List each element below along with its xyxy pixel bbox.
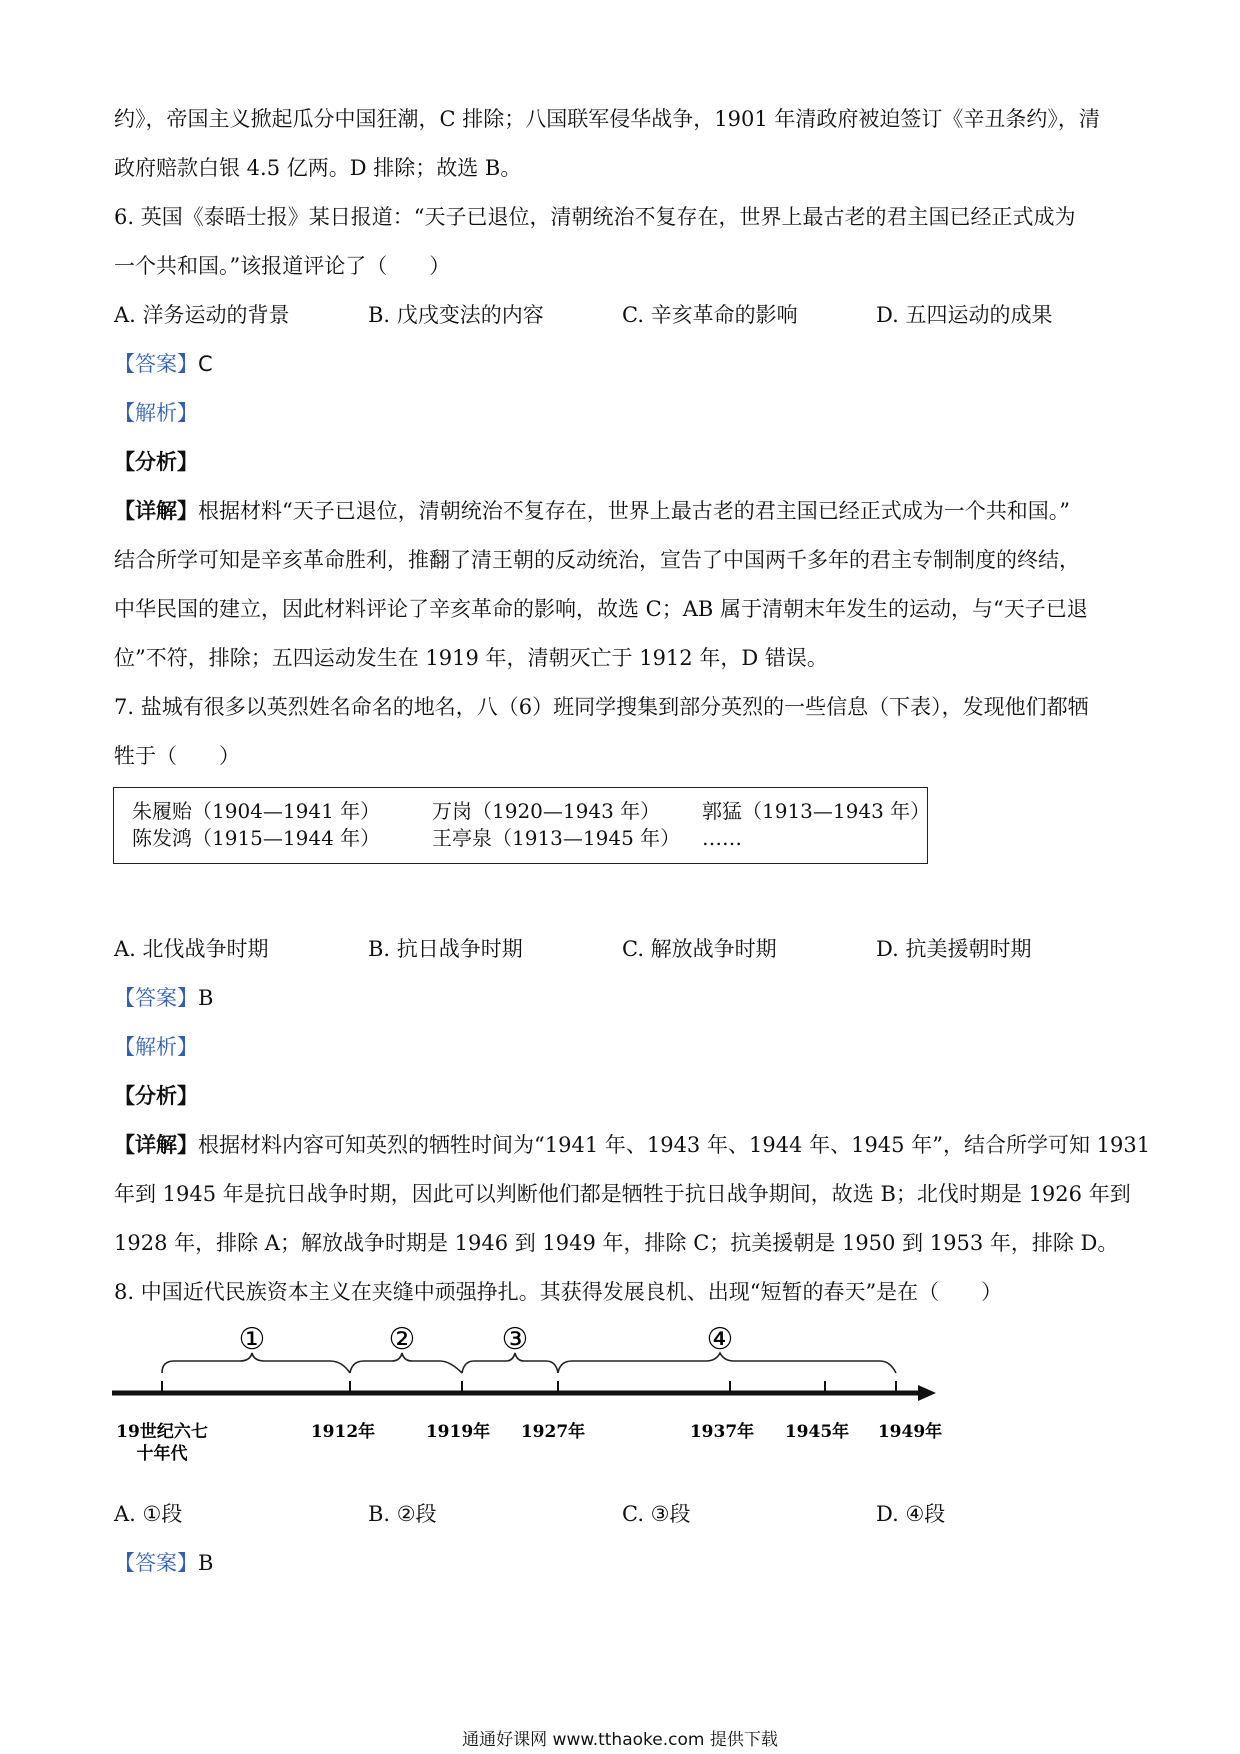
table-cell: …… (702, 826, 742, 850)
table-cell: 郭猛（1913—1943 年） (702, 799, 931, 823)
q6-option-c: C. 辛亥革命的影响 (622, 303, 798, 327)
q8-option-b: B. ②段 (368, 1502, 437, 1526)
q8-answer (114, 1548, 213, 1578)
q7-detail-line (114, 1130, 1150, 1160)
tick-label: 1945年 (784, 1422, 850, 1442)
fenxi-tag: 【分析】 (114, 1084, 198, 1108)
detail-text: 根据材料“天子已退位，清朝统治不复存在，世界上最古老的君主国已经正式成为一个共和国。” (198, 499, 1070, 523)
answer-value: C (198, 352, 213, 376)
timeline-arrow (918, 1385, 936, 1401)
fenxi-tag: 【分析】 (114, 450, 198, 474)
answer-tag: 【答案】 (114, 352, 198, 376)
question-6-stem: 6. 英国《泰晤士报》某日报道：“天子已退位，清朝统治不复存在，世界上最古老的君主国已经正式成为 (114, 205, 1076, 229)
segment-1-label: ① (238, 1322, 266, 1357)
detail-tag: 【详解】 (114, 1133, 198, 1157)
q7-answer (114, 983, 213, 1013)
answer-value: B (198, 1551, 214, 1575)
tick-label: 1937年 (689, 1422, 755, 1442)
q7-option-d: D. 抗美援朝时期 (876, 937, 1032, 961)
detail-text: 根据材料内容可知英烈的牺牲时间为“1941 年、1943 年、1944 年、1945 年”，结合所学可知 1931 (198, 1133, 1151, 1157)
q6-option-a: A. 洋务运动的背景 (114, 303, 290, 327)
q7-analysis (114, 1032, 198, 1062)
q7-option-c: C. 解放战争时期 (622, 937, 777, 961)
table-cell: 陈发鸿（1915—1944 年） (132, 826, 381, 850)
q6-detail-line: 结合所学可知是辛亥革命胜利，推翻了清王朝的反动统治，宣告了中国两千多年的君主专制制度的终结， (114, 548, 1080, 572)
q6-detail-line: 位”不符，排除；五四运动发生在 1919 年，清朝灭亡于 1912 年，D 错误。 (114, 646, 828, 670)
tick-label: 1912年 (310, 1422, 376, 1442)
table-cell: 万岗（1920—1943 年） (432, 799, 661, 823)
tick-label: 1919年 (425, 1422, 491, 1442)
tick-label: 十年代 (136, 1444, 188, 1464)
tick-label: 19世纪六七 (116, 1422, 208, 1442)
answer-tag: 【答案】 (114, 1551, 198, 1575)
timeline-braces (162, 1353, 896, 1373)
paragraph-line: 政府赔款白银 4.5 亿两。D 排除；故选 B。 (114, 156, 522, 180)
q6-option-b: B. 戊戌变法的内容 (368, 303, 544, 327)
question-8-stem: 8. 中国近代民族资本主义在夹缝中顽强挣扎。其获得发展良机、出现“短暂的春天”是在（ ） (114, 1280, 1003, 1304)
segment-2-label: ② (388, 1322, 416, 1357)
paragraph-line: 约》，帝国主义掀起瓜分中国狂潮，C 排除；八国联军侵华战争，1901 年清政府被迫签订《辛丑条约》，清 (114, 107, 1100, 131)
answer-tag: 【答案】 (114, 986, 198, 1010)
martyr-table (113, 787, 931, 864)
question-7-stem: 牲于（ ） (114, 744, 240, 768)
q7-fenxi (114, 1081, 198, 1111)
q7-option-a: A. 北伐战争时期 (114, 937, 269, 961)
timeline-diagram (110, 1315, 950, 1465)
segment-3-label: ③ (501, 1322, 529, 1357)
q6-analysis (114, 398, 198, 428)
question-6-stem: 一个共和国。”该报道评论了（ ） (114, 254, 451, 278)
table-cell: 王亭泉（1913—1945 年） (432, 826, 681, 850)
q6-option-d: D. 五四运动的成果 (876, 303, 1053, 327)
q6-answer (114, 349, 213, 379)
q7-option-b: B. 抗日战争时期 (368, 937, 523, 961)
q8-option-d: D. ④段 (876, 1502, 946, 1526)
q7-detail-line: 年到 1945 年是抗日战争时期，因此可以判断他们都是牺牲于抗日战争期间，故选 B；北伐时期是 1926 年到 (114, 1182, 1131, 1206)
q8-option-a: A. ①段 (114, 1502, 183, 1526)
detail-tag: 【详解】 (114, 499, 198, 523)
segment-4-label: ④ (706, 1322, 734, 1357)
q8-option-c: C. ③段 (622, 1502, 691, 1526)
table-cell: 朱履贻（1904—1941 年） (132, 799, 381, 823)
analysis-tag: 【解析】 (114, 1035, 198, 1059)
question-7-stem: 7. 盐城有很多以英烈姓名命名的地名，八（6）班同学搜集到部分英烈的一些信息（下表），发现他们都牺 (114, 695, 1089, 719)
q6-detail-line (114, 496, 1070, 526)
q6-fenxi (114, 447, 198, 477)
q6-detail-line: 中华民国的建立，因此材料评论了辛亥革命的影响，故选 C；AB 属于清朝末年发生的运动，与“天子已退 (114, 597, 1088, 621)
answer-value: B (198, 986, 214, 1010)
q7-detail-line: 1928 年，排除 A；解放战争时期是 1946 到 1949 年，排除 C；抗美援朝是 1950 到 1953 年，排除 D。 (114, 1231, 1119, 1255)
tick-label: 1949年 (877, 1422, 943, 1442)
tick-label: 1927年 (520, 1422, 586, 1442)
page-footer[interactable]: 通通好课网 www.tthaoke.com 提供下载 (462, 1730, 778, 1750)
analysis-tag: 【解析】 (114, 401, 198, 425)
